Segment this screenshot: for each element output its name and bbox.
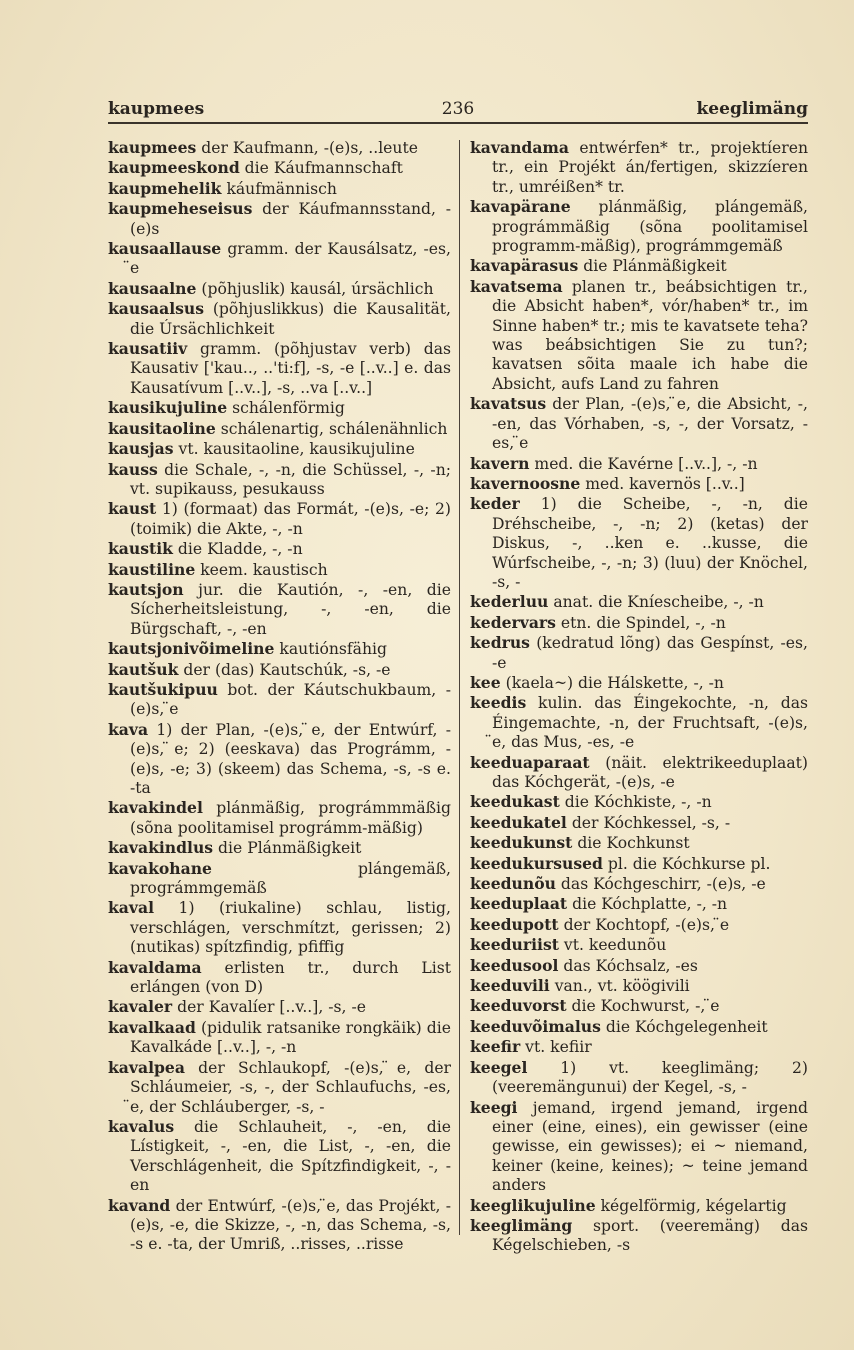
dictionary-entry [108,660,451,680]
entry-definition: anat. die Kníescheibe, -, -n [548,593,764,612]
dictionary-entry [108,239,451,279]
dictionary-entry [108,199,451,239]
entry-headword: keedukursused [470,853,603,873]
entry-headword: keedupott [470,914,559,934]
dictionary-entry [108,419,451,439]
entry-definition: med. die Kavérne [..v..], -, -n [529,454,758,473]
dictionary-entry [108,1196,451,1255]
dictionary-entry [470,394,808,453]
entry-definition: erlisten tr., durch List erlángen (von D) [130,958,451,997]
entry-definition: sport. (veeremäng) das Kégelschieben, -s [492,1216,808,1255]
entry-headword: kausaalsus [108,299,205,319]
entry-headword: kausikujuline [108,398,228,418]
entry-headword: kausjas [108,439,174,459]
dictionary-entry [470,673,808,693]
entry-definition: das Kóchsalz, -es [558,956,698,975]
entry-definition: etn. die Spindel, -, -n [555,613,726,632]
entry-definition: bot. der Káutschukbaum, -(e)s, ̈e [130,680,451,719]
entry-headword: kava [108,719,149,739]
entry-definition: gramm. (põhjustav verb) das Kausativ ['kau.., ..'ti:f], -s, -e [..v..] e. das Kausatívum [..v..], -s, ..va [..v..] [130,340,451,397]
dictionary-entry [470,833,808,853]
dictionary-entry [470,1196,808,1216]
entry-definition: jur. die Kautión, -, -en, die Sícherheitsleistung, -, -en, die Bürgschaft, -, -en [130,580,451,638]
entry-headword: keefir [470,1037,521,1057]
entry-headword: kautsjon [108,579,184,599]
entry-definition: kautiónsfähig [274,640,387,659]
entry-headword: keedukast [470,792,560,812]
dictionary-entry [470,1037,808,1057]
dictionary-entry [470,813,808,833]
entry-headword: kavapärane [470,197,571,217]
entry-definition: kégelförmig, kégelartig [595,1196,787,1215]
entry-headword: kavalkaad [108,1017,196,1037]
entry-definition: 1) (formaat) das Formát, -(e)s, -e; 2) (toimik) die Akte, -, -n [130,500,451,538]
dictionary-entry [470,976,808,996]
entry-definition: keem. kaustisch [195,560,328,579]
entry-headword: keeduaparaat [470,752,590,772]
entry-definition: die Kóchkiste, -, -n [559,793,712,812]
entry-headword: kavaler [108,997,173,1017]
entry-definition: 1) (riukaline) schlau, listig, verschlágen, verschmítzt, gerissen; 2) (nutikas) spítzfindig, pfiffig [130,899,451,957]
dictionary-entry [108,997,451,1017]
dictionary-entry [470,277,808,394]
entry-headword: keder [470,494,520,514]
entry-headword: kausaallause [108,239,222,259]
dictionary-entry [108,560,451,580]
dictionary-entry [108,898,451,957]
entry-headword: kaupmeeskond [108,158,240,178]
entry-headword: kautšuk [108,659,179,679]
header-last-entry: keeglimäng [696,99,808,119]
entry-headword: kaupmeheseisus [108,199,253,219]
entry-headword: kavakindlus [108,838,214,858]
entry-headword: keeglikujuline [470,1195,596,1215]
page-header [108,96,808,124]
right-column [470,138,808,1256]
dictionary-entry [108,460,451,500]
entry-headword: kedervars [470,612,556,632]
page-number: 236 [441,99,475,119]
entry-headword: kausaalne [108,278,197,298]
dictionary-entry [470,956,808,976]
entry-headword: kavakohane [108,858,212,878]
entry-definition: káufmännisch [221,179,337,198]
entry-headword: keedis [470,693,527,713]
entry-headword: kavand [108,1195,171,1215]
dictionary-entry [470,1017,808,1037]
entry-headword: kedrus [470,633,530,653]
dictionary-entry [470,633,808,673]
entry-headword: keeduvili [470,976,550,996]
entry-definition: vt. keedunõu [558,936,667,955]
entry-headword: kavernoosne [470,473,581,493]
entry-definition: schálenförmig [227,399,345,418]
entry-definition: (põhjuslikkus) die Kausalität, die Úrsächlichkeit [130,300,451,338]
entry-definition: die Kóchplatte, -, -n [567,895,728,914]
entry-definition: 1) die Scheibe, -, -n, die Dréhscheibe, -, -n; 2) (ketas) der Diskus, -, ..ken e. ..kusse, die Wúrfscheibe, -, -n; 3) (luu) der Knöchel, -s, - [492,495,808,591]
dictionary-entry [108,1018,451,1058]
entry-definition: (näit. elektrikeeduplaat) das Kóchgerät, -(e)s, -e [492,753,808,791]
dictionary-entry [108,299,451,339]
entry-definition: die Schale, -, -n, die Schüssel, -, -n; vt. supikauss, pesukauss [130,460,451,498]
dictionary-entry [470,1216,808,1256]
entry-definition: gramm. der Kausálsatz, -es, ̈e [130,240,451,278]
dictionary-entry [470,474,808,494]
dictionary-entry [470,454,808,474]
dictionary-entry [108,398,451,418]
dictionary-entry [470,996,808,1016]
entry-definition: (pidulik ratsanike rongkäik) die Kavalkáde [..v..], -, -n [130,1018,451,1057]
dictionary-entry [470,197,808,256]
dictionary-entry [108,838,451,858]
entry-definition: kulin. das Éingekochte, -n, das Éingemachte, -n, der Fruchtsaft, -(e)s, ̈e, das Mus, -es, -e [492,694,808,752]
dictionary-entry [108,1117,451,1196]
dictionary-entry [108,279,451,299]
entry-headword: kaust [108,499,157,519]
dictionary-entry [470,753,808,793]
dictionary-entry [470,894,808,914]
dictionary-entry [470,592,808,612]
dictionary-entry [108,138,451,158]
entry-definition: vt. kefiir [520,1038,592,1057]
entry-headword: kauss [108,459,158,479]
entry-definition: die Plánmäßigkeit [213,839,362,858]
dictionary-entry [470,1098,808,1196]
entry-definition: (kaela~) die Hálskette, -, -n [500,673,724,692]
entry-definition: die Kladde, -, -n [172,540,303,559]
entry-definition: jemand, irgend jemand, irgend einer (eine, eines), ein gewisser (eine gewisse, ein gewisses); ei ~ niemand, keiner (keine, keines); ~ teine jemand anders [492,1098,808,1195]
dictionary-entry [470,1058,808,1098]
left-column [108,138,451,1255]
entry-definition: pl. die Kóchkurse pl. [602,854,771,873]
entry-headword: keeduvõimalus [470,1016,601,1036]
dictionary-entry [108,680,451,720]
dictionary-entry [108,639,451,659]
entry-headword: keedunõu [470,874,556,894]
entry-headword: kavern [470,453,530,473]
entry-headword: kautšukipuu [108,679,218,699]
entry-headword: kavatsema [470,276,563,296]
dictionary-entry [108,499,451,539]
entry-definition: die Plánmäßigkeit [578,257,727,276]
entry-headword: kaupmees [108,138,197,157]
dictionary-entry [470,874,808,894]
entry-headword: kee [470,672,501,692]
entry-headword: kausatiiv [108,339,188,359]
entry-headword: keegi [470,1097,518,1117]
dictionary-entry [108,158,451,178]
entry-headword: keeglimäng [470,1215,573,1235]
entry-definition: die Kochkunst [572,834,690,853]
entry-headword: kautsjonivõimeline [108,639,275,659]
entry-definition: plángemäß, prográmmgemäß [130,859,451,898]
entry-definition: die Káufmannschaft [239,159,403,178]
dictionary-entry [108,539,451,559]
dictionary-entry [108,720,451,799]
dictionary-entry [470,854,808,874]
dictionary-entry [108,1058,451,1117]
entry-headword: kaupmehelik [108,178,222,198]
entry-definition: die Kochwurst, -, ̈e [566,997,720,1016]
entry-definition: die Kóchgelegenheit [600,1017,768,1036]
dictionary-entry [470,935,808,955]
dictionary-entry [470,613,808,633]
entry-headword: kavalpea [108,1057,185,1077]
entry-definition: plánmäßig, prográmmmäßig (sõna poolitamisel prográmm-mäßig) [130,799,451,837]
entry-headword: kaustiline [108,559,196,579]
entry-headword: keedukatel [470,812,567,832]
dictionary-entry [470,915,808,935]
dictionary-entry [108,179,451,199]
dictionary-entry [108,580,451,639]
entry-definition: das Kóchgeschirr, -(e)s, -e [555,875,766,894]
dictionary-entry [470,693,808,752]
entry-headword: kederluu [470,592,549,612]
entry-headword: keegel [470,1057,528,1077]
entry-headword: keeduplaat [470,894,568,914]
dictionary-entry [108,339,451,398]
entry-definition: der Káufmannsstand, -(e)s [130,200,451,238]
entry-definition: der Kaufmann, -(e)s, ..leute [196,139,418,157]
entry-definition: der Schlaukopf, -(e)s, ̈e, der Schláumeier, -s, -, der Schlaufuchs, -es, ̈e, der Schláuberger, -s, - [130,1058,451,1116]
entry-definition: plánmäßig, plángemäß, prográmmäßig (sõna poolitamisel programm-mäßig), prográmmgemäß [492,198,808,256]
dictionary-entry [470,256,808,276]
entry-definition: (põhjuslik) kausál, úrsächlich [196,279,434,298]
entry-headword: kavakindel [108,798,203,818]
entry-definition: der Kavalíer [..v..], -s, -e [172,998,366,1017]
entry-definition: entwérfen* tr., projektíeren tr., ein Projékt án/fertigen, skizzíeren tr., umréißen* tr. [492,139,808,196]
entry-headword: kavapärasus [470,256,579,276]
entry-definition: der Entwúrf, -(e)s, ̈e, das Projékt, -(e)s, -e, die Skizze, -, -n, das Schema, -s, -s e. -ta, der Umriß, ..risses, ..risse [130,1196,451,1254]
entry-headword: keeduvorst [470,996,567,1016]
entry-headword: kaval [108,898,154,918]
dictionary-entry [108,439,451,459]
dictionary-entry [108,798,451,838]
entry-headword: kausitaoline [108,418,216,438]
entry-definition: der (das) Kautschúk, -s, -e [178,660,391,679]
entry-definition: der Plan, -(e)s, ̈e, die Absicht, -, -en, das Vórhaben, -s, -, der Vorsatz, -es, ̈e [492,395,808,453]
dictionary-entry [108,958,451,998]
dictionary-entry [108,859,451,899]
entry-definition: die Schlauheit, -, -en, die Lístigkeit, -, -en, die List, -, -en, die Verschlágenheit, die Spítzfindigkeit, -, -en [130,1117,451,1195]
entry-definition: 1) vt. keeglimäng; 2) (veeremängunui) der Kegel, -s, - [492,1058,808,1097]
entry-definition: vt. kausitaoline, kausikujuline [173,440,415,459]
column-divider [459,140,460,1235]
entry-definition: der Kochtopf, -(e)s, ̈e [558,915,730,934]
entry-headword: kavalus [108,1116,175,1136]
dictionary-entry [470,792,808,812]
entry-definition: van., vt. köögivili [549,977,690,996]
entry-headword: keeduriist [470,935,559,955]
entry-headword: kavaldama [108,957,202,977]
entry-definition: med. kavernös [..v..] [580,474,745,493]
entry-headword: kavandama [470,138,570,157]
entry-definition: schálenartig, schálenähnlich [215,419,448,438]
entry-definition: der Kóchkessel, -s, - [566,813,731,832]
entry-definition: (kedratud lõng) das Gespínst, -es, -e [492,634,808,672]
entry-headword: kavatsus [470,394,547,414]
dictionary-entry [470,494,808,592]
entry-definition: planen tr., beábsichtigen tr., die Absicht haben*, vór/haben* tr., im Sinne haben* tr.; mis te kavatsete teha? was beábsichtigen Sie zu tun?; kavatsen sõita maale ich habe die Absicht, aufs Land zu fahren [492,277,808,393]
entry-headword: kaustik [108,539,173,559]
entry-headword: keedukunst [470,833,573,853]
dictionary-entry [470,138,808,197]
header-first-entry: kaupmees [108,99,205,119]
entry-headword: keedusool [470,955,559,975]
entry-definition: 1) der Plan, -(e)s, ̈e, der Entwúrf, -(e)s, ̈e; 2) (eeskava) das Prográmm, -(e)s, -e; 3) (skeem) das Schema, -s, -s e. -ta [130,720,451,797]
